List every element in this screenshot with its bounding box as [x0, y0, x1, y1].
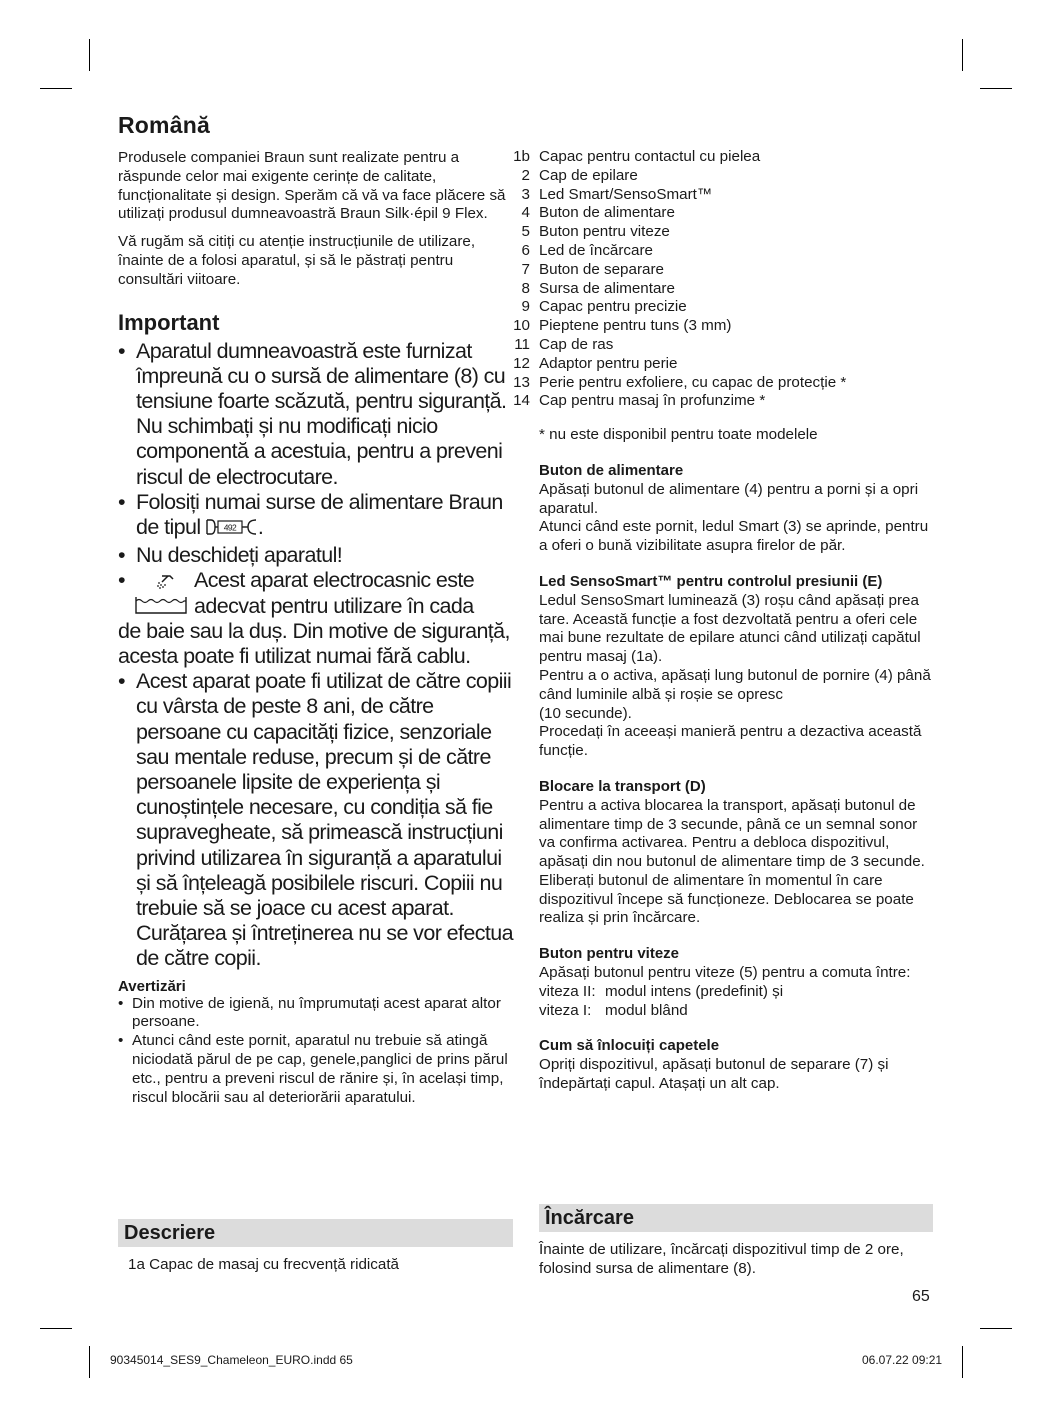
- warning-text: Atunci când este pornit, aparatul nu trebuie să atingă niciodată părul de pe cap, genele,panglici de prins părul etc., pentru a preveni riscul de rănire și, în același timp, riscul blocării sau al deteriorării aparatului.: [132, 1032, 508, 1106]
- important-item: [118, 339, 513, 490]
- part-item: 14 Cap pentru masaj în profunzime *: [513, 392, 766, 410]
- power-supply-plug-icon: [206, 517, 258, 543]
- footer-filename: 90345014_SES9_Chameleon_EURO.indd 65: [110, 1353, 353, 1367]
- plug-code: 492: [223, 522, 237, 533]
- crop-mark: [40, 1328, 72, 1329]
- crop-mark: [980, 1328, 1012, 1329]
- important-item-text: Aparatul dumneavoastră este furnizat împreună cu o sursă de alimentare (8) cu tensiune foarte scăzută, pentru siguranță. Nu schimbați și nu modificați nicio componentă a acestuia, pentru a preveni riscul de electrocutare.: [136, 338, 507, 489]
- part-item: 8 Sursa de alimentare: [521, 279, 675, 297]
- sensosmart-text: (10 secunde).: [539, 704, 632, 722]
- important-list: [118, 339, 513, 972]
- part-1a: 1a Capac de masaj cu frecvență ridicată: [128, 1256, 399, 1273]
- crop-mark: [89, 1346, 90, 1378]
- part-item: 4 Buton de alimentare: [521, 204, 675, 222]
- speed-button-text: Apăsați butonul pentru viteze (5) pentru a comuta între:: [539, 964, 911, 982]
- bath-line-text: adecvat pentru utilizare în cada: [194, 593, 474, 618]
- important-item-text: Acest aparat poate fi utilizat de către copiii cu vârsta de peste 8 ani, de către persoane cu capacități fizice, senzoriale sau mentale reduse, precum și de către persoanele lipsite de experiența și cunoștințele necesare, cu condiția să fie supravegheate, să primească instrucțiuni privind utilizarea în siguranță a aparatului și să înțeleagă posibilele riscuri. Copiii nu trebuie să se joace cu acest aparat. Curățarea și întreținerea nu se vor efectua de către copii.: [136, 669, 513, 971]
- sensosmart-text: Pentru a o activa, apăsați lung butonul de pornire (4) până când luminile albă și roșie se opresc: [539, 666, 931, 703]
- bullet: •: [118, 338, 125, 363]
- part-item: 6 Led de încărcare: [521, 241, 653, 259]
- part-item: 9 Capac pentru precizie: [521, 298, 687, 316]
- parts-list: [506, 148, 935, 411]
- warnings-list: [118, 995, 513, 1108]
- bullet: •: [118, 543, 125, 568]
- warning-item: [118, 1032, 513, 1107]
- important-heading: Important: [118, 309, 220, 335]
- bath-line-text: Acest aparat electrocasnic este: [194, 568, 475, 593]
- sensosmart-text: Procedați în aceeași manieră pentru a dezactiva această funcție.: [539, 723, 922, 760]
- right-column: [513, 148, 935, 1094]
- important-item-text: Folosiți numai surse de alimentare Braun de tipul: [136, 489, 503, 539]
- bullet: •: [118, 994, 124, 1012]
- part-item: 11 Cap de ras: [514, 335, 614, 353]
- part-item: 1b Capac pentru contactul cu pielea: [513, 148, 761, 165]
- charging-heading: Încărcare: [539, 1204, 933, 1232]
- crop-mark: [89, 39, 90, 71]
- power-button-text: Atunci când este pornit, ledul Smart (3) se aprinde, pentru a oferi o bună vizibilitate asupra firelor de păr.: [539, 518, 929, 555]
- transport-lock-text: Pentru a activa blocarea la transport, apăsați butonul de alimentare timp de 3 secunde, până ce un semnal sonor va confirma activarea. Pentru a debloca dispozitivul, apăsați din nou butonul de alimentare timp de 3 secunde. Eliberați butonul de alimentare în momentul în care dispozitivul începe să funcționeze. Deblocarea se poate realiza și prin încărcare.: [539, 796, 925, 927]
- crop-mark: [980, 88, 1012, 89]
- important-item: [118, 669, 513, 971]
- part-item: 3 Led Smart/SensoSmart™: [521, 185, 713, 203]
- part-item: 7 Buton de separare: [521, 260, 664, 278]
- left-column: [118, 112, 513, 1107]
- power-button-heading: Buton de alimentare: [539, 461, 684, 479]
- charging-text: Înainte de utilizare, încărcați dispozitivul timp de 2 ore, folosind sursa de alimentare (8).: [539, 1241, 904, 1277]
- bullet: •: [118, 1032, 124, 1050]
- intro-paragraph: Produsele companiei Braun sunt realizate pentru a răspunde celor mai exigente cerințe de calitate, funcționalitate și design. Sperăm că vă va face plăcere să utilizați produsul dumneavoastră Braun Silk·épil 9 Flex.: [118, 149, 506, 223]
- part-item: 12 Adaptor pentru perie: [513, 354, 678, 372]
- bath-rest-text: de baie sau la duș. Din motive de siguranță, acesta poate fi utilizat numai fără cablu.: [118, 618, 510, 669]
- part-item: 10 Pieptene pentru tuns (3 mm): [513, 317, 732, 335]
- descriere-heading: Descriere: [118, 1219, 513, 1247]
- part-item: 13 Perie pentru exfoliere, cu capac de protecție *: [513, 373, 847, 391]
- crop-mark: [962, 1346, 963, 1378]
- crop-mark: [962, 39, 963, 71]
- speed-row: viteza I: modul blând: [539, 1001, 688, 1019]
- bullet: •: [118, 568, 125, 593]
- bullet: •: [118, 489, 125, 514]
- replace-heads-heading: Cum să înlocuiți capetele: [539, 1037, 720, 1055]
- crop-mark: [40, 88, 72, 89]
- important-item-text: Nu deschideți aparatul!: [136, 543, 343, 568]
- speed-row: viteza II: modul intens (predefinit) și: [539, 982, 784, 1000]
- sensosmart-heading: Led SensoSmart™ pentru controlul presiunii (E): [539, 572, 883, 590]
- warnings-heading: Avertizări: [118, 977, 186, 995]
- warning-text: Din motive de igienă, nu împrumutați acest aparat altor persoane.: [132, 994, 501, 1031]
- speed-button-heading: Buton pentru viteze: [539, 945, 680, 963]
- transport-lock-heading: Blocare la transport (D): [539, 777, 706, 795]
- page-title: Română: [118, 112, 210, 138]
- replace-heads-text: Opriți dispozitivul, apăsați butonul de separare (7) și îndepărtați capul. Atașați un alt cap.: [539, 1056, 889, 1093]
- shower-icon: [156, 572, 178, 590]
- intro-paragraph: Vă rugăm să citiți cu atenție instrucțiunile de utilizare, înainte de a folosi aparatul, și să le păstrați pentru consultări viitoare.: [118, 233, 476, 288]
- warning-item: [118, 995, 513, 1033]
- important-item: [118, 543, 513, 568]
- important-item: • Folosiți numai surse de alimentare Braun de tipul 492 .: [118, 490, 513, 543]
- important-item-bath: [118, 568, 513, 669]
- part-item: 2 Cap de epilare: [521, 166, 638, 184]
- sensosmart-text: Ledul SensoSmart luminează (3) roșu când apăsați prea tare. Această funcție a fost dezvoltată pentru a oferi cele mai bune rezultate de epilare atunci când utilizați capătul pentru masaj (1a).: [539, 591, 921, 666]
- footer-timestamp: 06.07.22 09:21: [862, 1353, 943, 1367]
- page-number: 65: [912, 1288, 930, 1305]
- part-item: 5 Buton pentru viteze: [521, 223, 670, 241]
- availability-note: * nu este disponibil pentru toate modelele: [539, 426, 818, 444]
- bathtub-icon: [135, 595, 187, 615]
- power-button-text: Apăsați butonul de alimentare (4) pentru a porni și a opri aparatul.: [539, 480, 919, 517]
- bullet: •: [118, 669, 125, 694]
